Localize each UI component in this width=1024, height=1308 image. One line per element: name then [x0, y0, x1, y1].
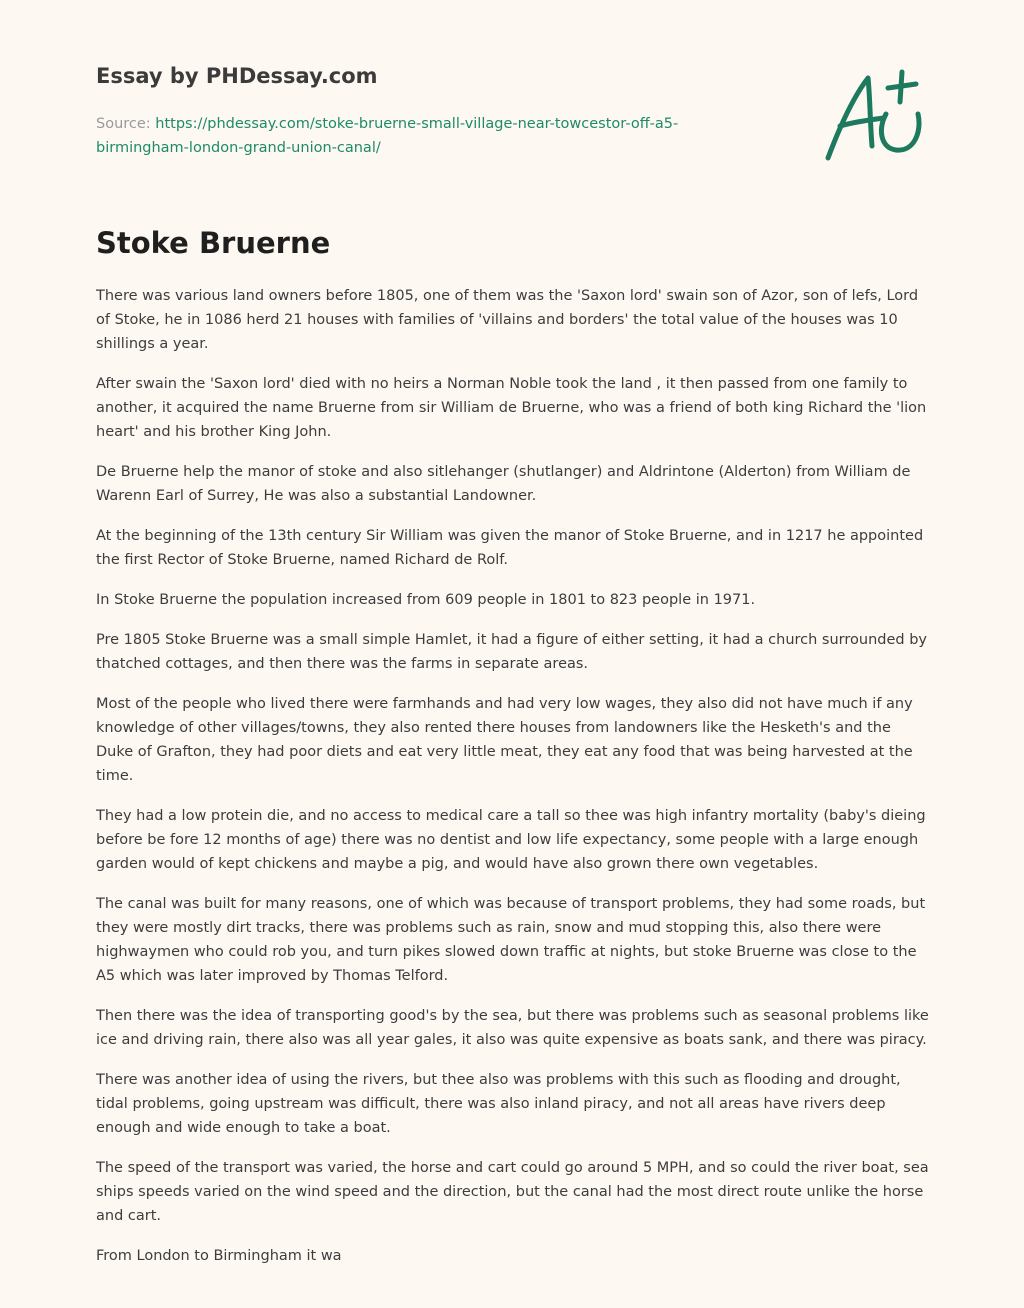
site-title: Essay by PHDessay.com	[96, 64, 378, 88]
paragraph: Most of the people who lived there were farmhands and had very low wages, they also did not have much if any knowledge of other villages/towns, they also rented there houses from landowners like the Hesketh's and the Duke of Grafton, they had poor diets and eat very little meat, they eat any food that was being harvested at the time.	[96, 696, 913, 784]
a-plus-logo-icon	[818, 66, 930, 166]
paragraph: From London to Birmingham it wa	[96, 1248, 342, 1264]
paragraph: After swain the 'Saxon lord' died with no heirs a Norman Noble took the land , it then passed from one family to another, it acquired the name Bruerne from sir William de Bruerne, who was a friend of both king Richard the 'lion heart' and his brother King John.	[96, 376, 927, 440]
paragraph: Pre 1805 Stoke Bruerne was a small simple Hamlet, it had a figure of either setting, it had a church surrounded by thatched cottages, and then there was the farms in separate areas.	[96, 632, 927, 672]
essay-body	[96, 284, 932, 1284]
essay-title: Stoke Bruerne	[96, 226, 331, 260]
paragraph: In Stoke Bruerne the population increased from 609 people in 1801 to 823 people in 1971.	[96, 592, 756, 608]
paragraph: The speed of the transport was varied, the horse and cart could go around 5 MPH, and so could the river boat, sea ships speeds varied on the wind speed and the direction, but the canal had the most direct route unlike the horse and cart.	[96, 1160, 929, 1224]
paragraph: Then there was the idea of transporting good's by the sea, but there was problems such as seasonal problems like ice and driving rain, there also was all year gales, it also was quite expensive as boats sank, and there was piracy.	[96, 1008, 929, 1048]
source-label: Source:	[96, 116, 151, 132]
paragraph: At the beginning of the 13th century Sir William was given the manor of Stoke Bruerne, and in 1217 he appointed the first Rector of Stoke Bruerne, named Richard de Rolf.	[96, 528, 924, 568]
paragraph: The canal was built for many reasons, one of which was because of transport problems, they had some roads, but they were mostly dirt tracks, there was problems such as rain, snow and mud stopping this, also there were highwaymen who could rob you, and turn pikes slowed down traffic at nights, but stoke Bruerne was close to the A5 which was later improved by Thomas Telford.	[96, 896, 926, 984]
source-link[interactable]: https://phdessay.com/stoke-bruerne-small-village-near-towcestor-off-a5-birmingham-london-grand-union-canal/	[96, 116, 679, 156]
paragraph: They had a low protein die, and no access to medical care a tall so thee was high infantry mortality (baby's dieing before be fore 12 months of age) there was no dentist and low life expectancy, some people with a large enough garden would of kept chickens and maybe a pig, and would have also grown there own vegetables.	[96, 808, 926, 872]
paragraph: De Bruerne help the manor of stoke and also sitlehanger (shutlanger) and Aldrintone (Alderton) from William de Warenn Earl of Surrey, He was also a substantial Landowner.	[96, 464, 911, 504]
source-line	[96, 112, 736, 160]
a-plus-logo-graphic	[818, 66, 930, 166]
paragraph: There was another idea of using the rivers, but thee also was problems with this such as flooding and drought, tidal problems, going upstream was difficult, there was also inland piracy, and not all areas have rivers deep enough and wide enough to take a boat.	[96, 1072, 901, 1136]
paragraph: There was various land owners before 1805, one of them was the 'Saxon lord' swain son of Azor, son of lefs, Lord of Stoke, he in 1086 herd 21 houses with families of 'villains and borders' the total value of the houses was 10 shillings a year.	[96, 288, 919, 352]
